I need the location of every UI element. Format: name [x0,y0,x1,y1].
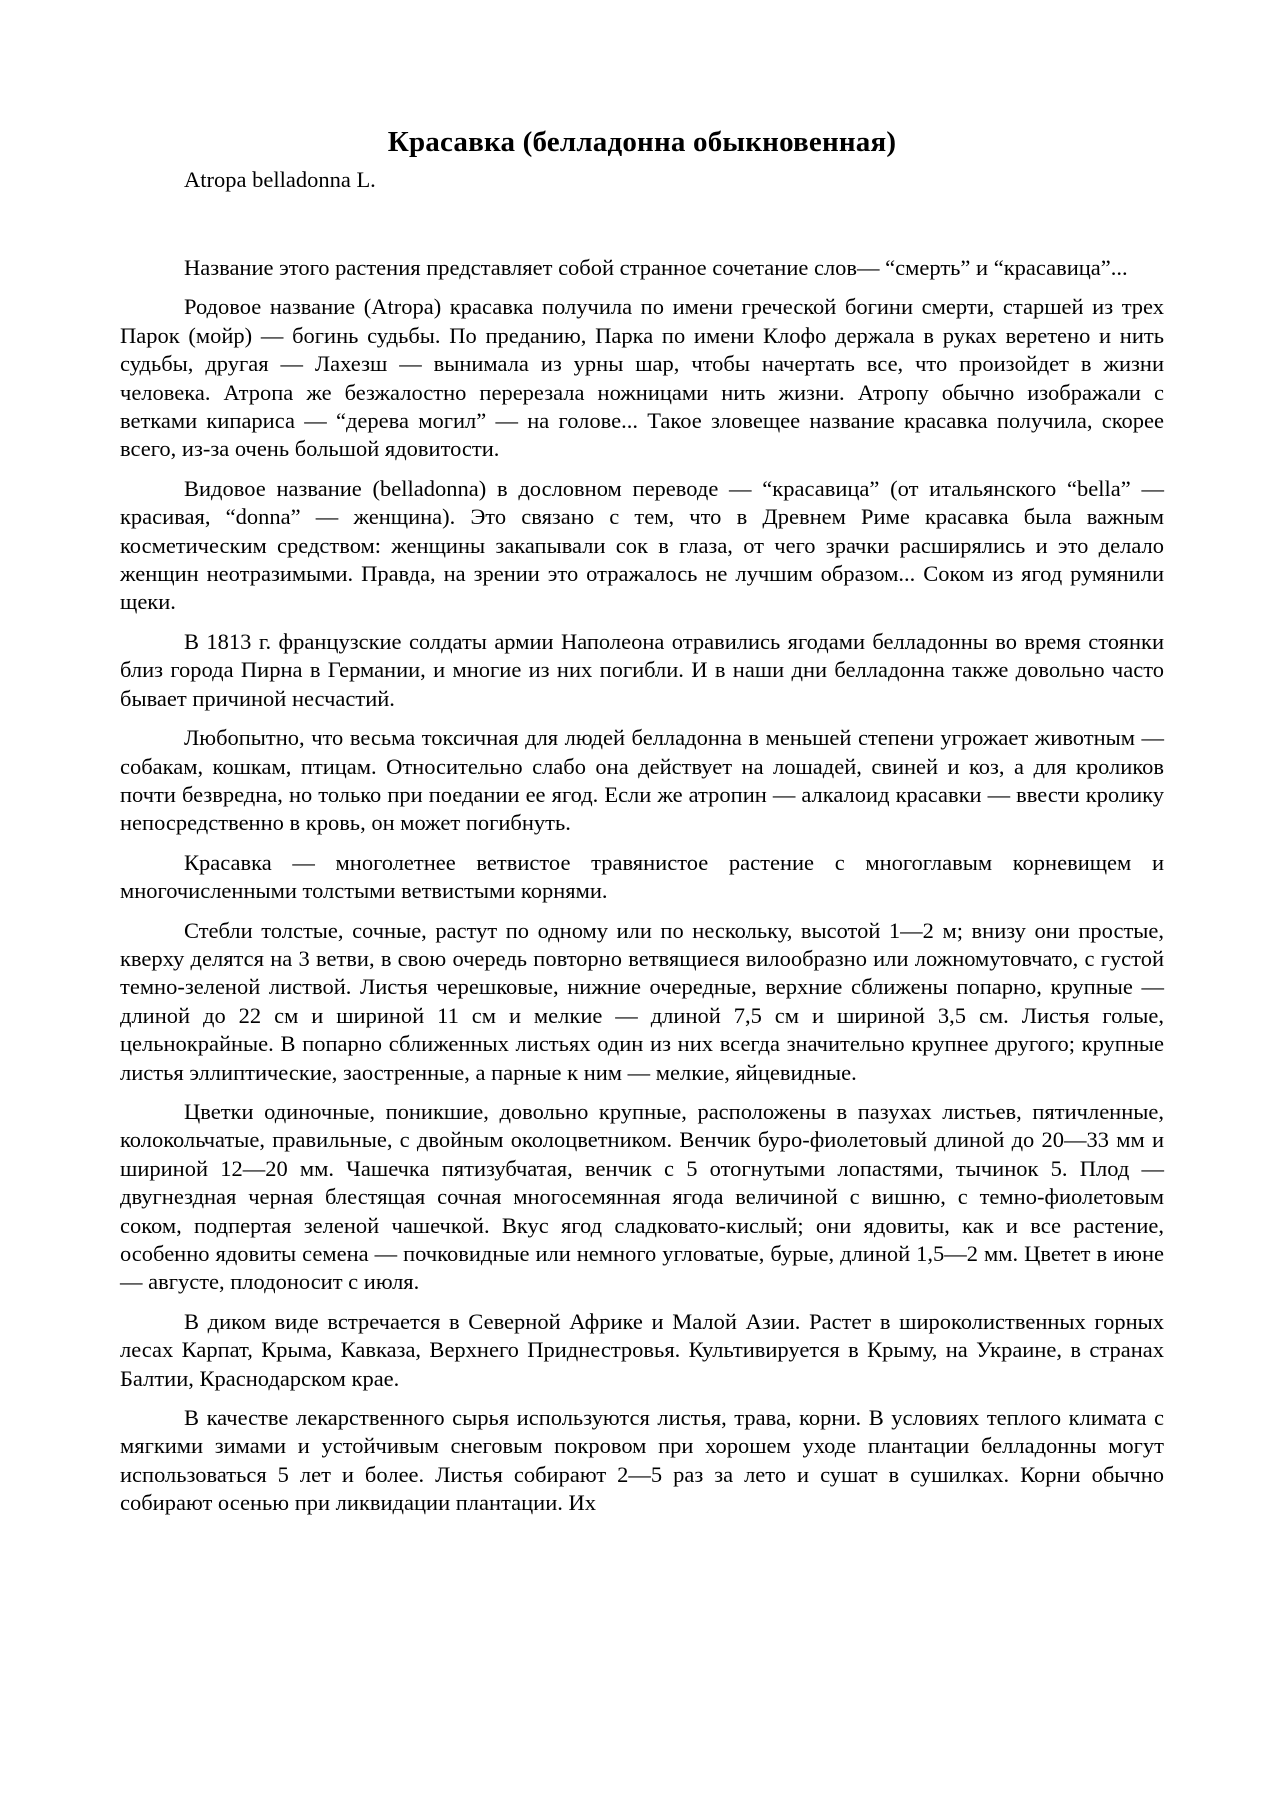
page-title: Красавка (белладонна обыкновенная) [387,126,897,158]
paragraph-flowers-fruit: Цветки одиночные, поникшие, довольно крупные, расположены в пазухах листьев, пятичленные, колокольчатые, правильные, с двойным околоцветником. Венчик буро-фиолетовый длиной до 20—33 мм и шириной 12—20 мм. Чашечка пятизубчатая, венчик с 5 отогнутыми лопастями, тычинок 5. Плод — двугнездная черная блестящая сочная многосемянная ягода величиной с вишню, с темно-фиолетовым соком, подпертая зеленой чашечкой. Вкус ягод сладковато-кислый; они ядовиты, как и все растение, особенно ядовиты семена — почковидные или немного угловатые, бурые, длиной 1,5—2 мм. Цветет в июне — августе, плодоносит с июля. [120,1098,1164,1295]
paragraph-stems-leaves: Стебли толстые, сочные, растут по одному или по нескольку, высотой 1—2 м; внизу они простые, кверху делятся на 3 ветви, в свою очередь повторно ветвящиеся вилообразно или ложномутовчато, с густой темно-зеленой листвой. Листья черешковые, нижние очередные, верхние сближены попарно, крупные — длиной до 22 см и шириной 11 см и мелкие — длиной 7,5 см и шириной 3,5 см. Листья голые, цельнокрайные. В попарно сближенных листьях один из них всегда значительно крупнее другого; крупные листья эллиптические, заостренные, а парные к ним — мелкие, яйцевидные. [120,917,1164,1085]
paragraph-raw-material: В качестве лекарственного сырья используются листья, трава, корни. В условиях теплого климата с мягкими зимами и устойчивым снеговым покровом при хорошем уходе плантации белладонны могут использоваться 5 лет и более. Листья собирают 2—5 раз за лето и сушат в сушилках. Корни обычно собирают осенью при ликвидации плантации. Их [120,1405,1164,1516]
paragraph-species-name: Видовое название (belladonna) в дословном переводе — “красавица” (от итальянского “bella” — красивая, “donna” — женщина). Это связано с тем, что в Древнем Риме красавка была важным косметическим средством: женщины закапывали сок в глаза, от чего зрачки расширялись и это делало женщин неотразимыми. Правда, на зрении это отражалось не лучшим образом... Соком из ягод румянили щеки. [120,475,1164,615]
document-body [120,254,1164,1518]
paragraph-history-1813: В 1813 г. французские солдаты армии Наполеона отравились ягодами белладонны во время стоянки близ города Пирна в Германии, и многие из них погибли. И в наши дни белладонна также довольно часто бывает причиной несчастий. [120,628,1164,711]
paragraph-animal-toxicity: Любопытно, что весьма токсичная для людей белладонна в меньшей степени угрожает животным — собакам, кошкам, птицам. Относительно слабо она действует на лошадей, свиней и коз, а для кроликов почти безвредна, но только при поедании ее ягод. Если же атропин — алкалоид красавки — ввести кролику непосредственно в кровь, он может погибнуть. [120,725,1164,836]
paragraph-distribution: В диком виде встречается в Северной Африке и Малой Азии. Растет в широколиственных горных лесах Карпат, Крыма, Кавказа, Верхнего Приднестровья. Культивируется в Крыму, на Украине, в странах Балтии, Краснодарском крае. [120,1308,1164,1391]
paragraph-genus-name: Родовое название (Atropa) красавка получила по имени греческой богини смерти, старшей из трех Парок (мойр) — богинь судьбы. По преданию, Парка по имени Клофо держала в руках веретено и нить судьбы, другая — Лахезш — вынимала из урны шар, чтобы начертать все, что произойдет в жизни человека. Атропа же безжалостно перерезала ножницами нить жизни. Атропу обычно изображали с ветками кипариса — “дерева могил” — на голове... Такое зловещее название красавка получила, скорее всего, из-за очень большой ядовитости. [120,294,1164,462]
document-content [120,124,1164,1529]
latin-name: Atropa belladonna L. [184,167,376,192]
paragraph-plant-overview: Красавка — многолетнее ветвистое травянистое растение с многоглавым корневищем и многочисленными толстыми ветвистыми корнями. [120,849,1164,904]
paragraph-name-origin: Название этого растения представляет собой странное сочетание слов— “смерть” и “красавица”... [184,255,1128,280]
